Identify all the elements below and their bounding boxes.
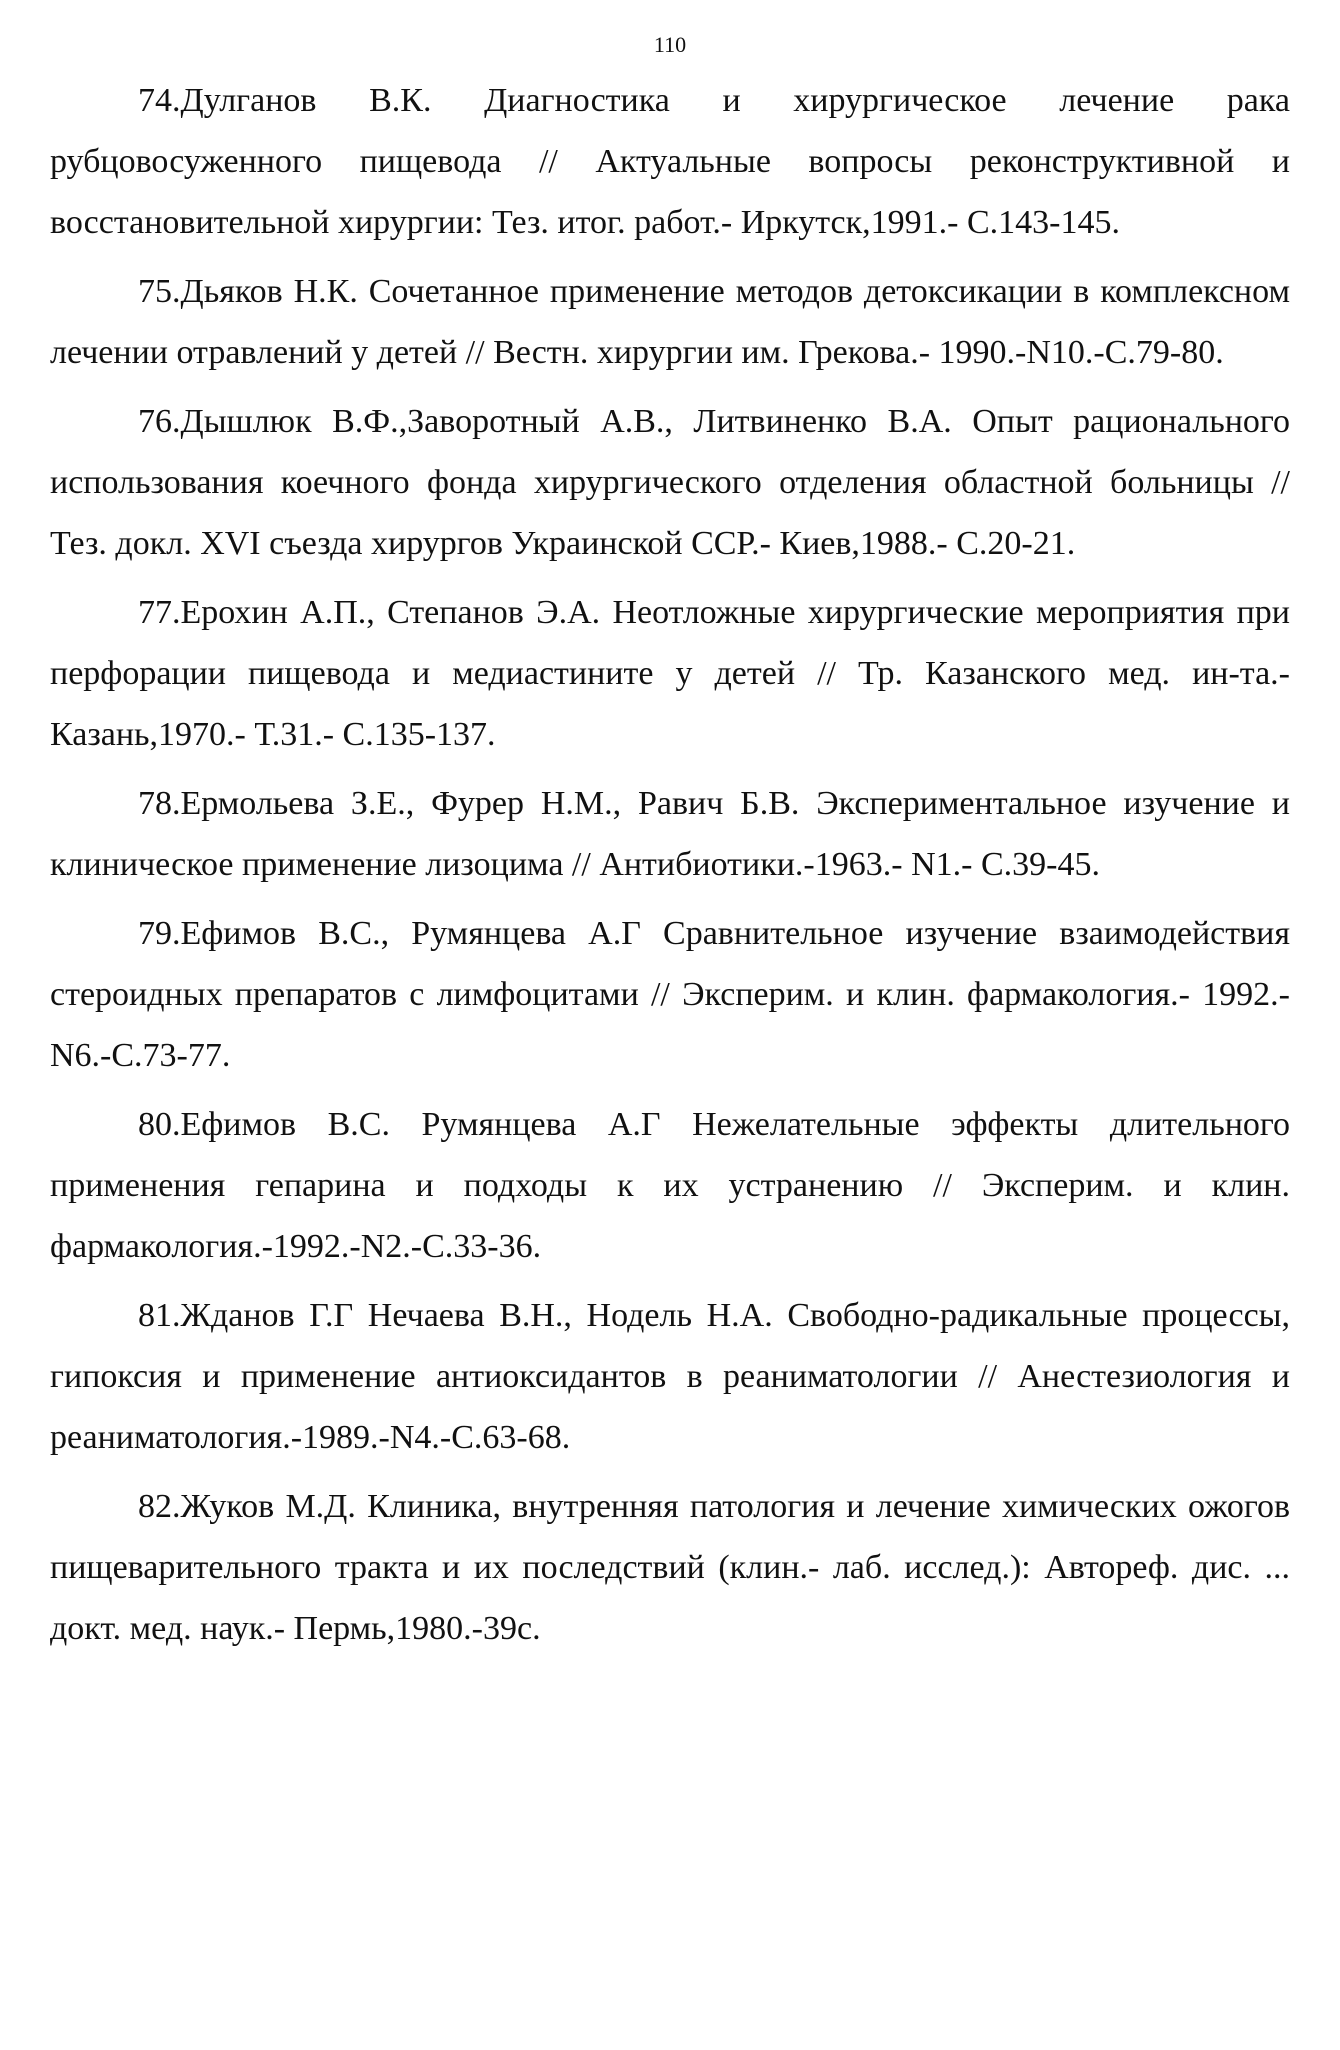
reference-list <box>50 70 1290 1667</box>
reference-item: 81.Жданов Г.Г Нечаева В.Н., Нодель Н.А. Свободно-радикальные процессы, гипоксия и применение антиоксидантов в реаниматологии // Анестезиология и реаниматология.-1989.-N4.-С.63-68. <box>50 1297 1290 1456</box>
reference-item: 79.Ефимов В.С., Румянцева А.Г Сравнительное изучение взаимодействия стероидных препаратов с лимфоцитами // Эксперим. и клин. фармакология.- 1992.-N6.-С.73-77. <box>50 915 1290 1074</box>
page-number: 110 <box>653 32 687 57</box>
reference-item: 80.Ефимов В.С. Румянцева А.Г Нежелательные эффекты длительного применения гепарина и подходы к их устранению // Эксперим. и клин. фармакология.-1992.-N2.-С.33-36. <box>50 1106 1290 1265</box>
reference-item: 77.Ерохин А.П., Степанов Э.А. Неотложные хирургические мероприятия при перфорации пищевода и медиастините у детей // Тр. Казанского мед. ин-та.- Казань,1970.- Т.31.- С.135-137. <box>50 594 1290 753</box>
reference-item: 74.Дулганов В.К. Диагностика и хирургическое лечение рака рубцовосуженного пищевода // Актуальные вопросы реконструктивной и восстановительной хирургии: Тез. итог. работ.- Иркутск,1991.- С.143-145. <box>50 82 1290 241</box>
reference-item: 78.Ермольева З.Е., Фурер Н.М., Равич Б.В. Экспериментальное изучение и клиническое применение лизоцима // Антибиотики.-1963.- N1.- С.39-45. <box>50 785 1290 883</box>
reference-item: 75.Дьяков Н.К. Сочетанное применение методов детоксикации в комплексном лечении отравлений у детей // Вестн. хирургии им. Грекова.- 1990.-N10.-С.79-80. <box>50 273 1290 371</box>
reference-item: 82.Жуков М.Д. Клиника, внутренняя патология и лечение химических ожогов пищеварительного тракта и их последствий (клин.- лаб. исслед.): Автореф. дис. ... докт. мед. наук.- Пермь,1980.-39с. <box>50 1488 1290 1647</box>
reference-item: 76.Дышлюк В.Ф.,Заворотный А.В., Литвиненко В.А. Опыт рационального использования коечного фонда хирургического отделения областной больницы // Тез. докл. XVI съезда хирургов Украинской ССР.- Киев,1988.- С.20-21. <box>50 403 1290 562</box>
